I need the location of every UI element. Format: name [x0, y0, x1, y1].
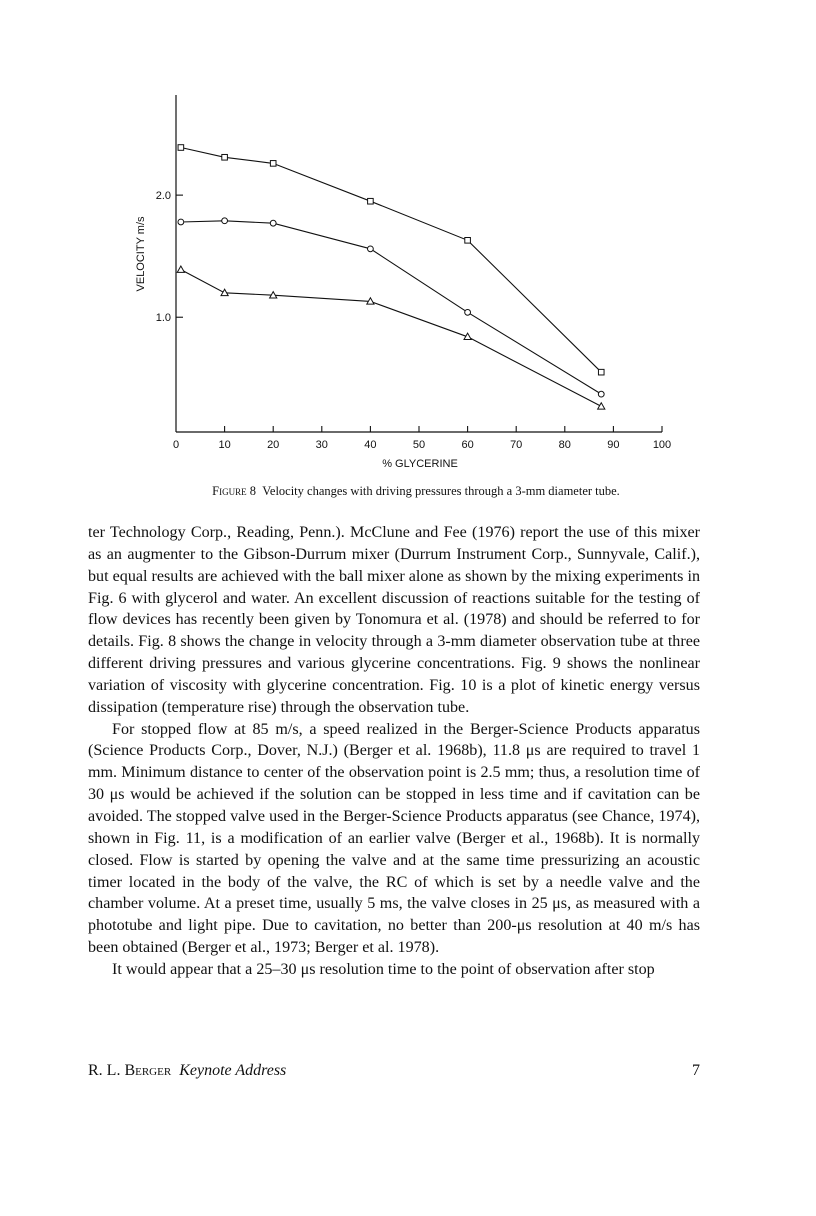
- y-tick-label: 2.0: [155, 190, 171, 203]
- figure-caption: [176, 484, 656, 499]
- series-line-triangle: [181, 270, 601, 407]
- paragraph-3: It would appear that a 25–30 μs resolution time to the point of observation after stop: [112, 960, 655, 978]
- data-point-square: [598, 369, 604, 375]
- x-tick-label: 20: [267, 439, 280, 451]
- figure-caption-text: Velocity changes with driving pressures through a 3-mm diameter tube.: [262, 484, 620, 498]
- data-point-triangle: [177, 266, 184, 272]
- page-number: 7: [692, 1062, 700, 1079]
- x-tick-label: 10: [218, 439, 231, 451]
- x-tick-label: 60: [461, 439, 474, 451]
- x-tick-label: 0: [172, 439, 180, 451]
- figure-label: Figure 8: [212, 484, 256, 498]
- series-triangle: [177, 266, 605, 409]
- paragraph-1: ter Technology Corp., Reading, Penn.). McClune and Fee (1976) report the use of this mixer as an augmenter to the Gibson-Durrum mixer (Durrum Instrument Corp., Sunnyvale, Calif.), but equal results are achieved with the ball mixer alone as shown by the mixing experiments in Fig. 6 with glycerol and water. An excellent discussion of reactions suitable for the testing of flow devices has recently been given by Tonomura et al. (1978) and should be referred to for details. Fig. 8 shows the change in velocity through a 3-mm diameter observation tube at three different driving pressures and various glycerine concentrations. Fig. 9 shows the nonlinear variation of viscosity with glycerine concentration. Fig. 10 is a plot of kinetic energy versus dissipation (temperature rise) through the observation tube.: [88, 524, 700, 716]
- data-point-circle: [178, 219, 184, 225]
- chart-ticks: [156, 190, 671, 451]
- x-tick-label: 40: [364, 439, 377, 451]
- x-tick-label: 90: [607, 439, 620, 451]
- series-line-circle: [181, 221, 601, 394]
- y-tick-label: 1.0: [155, 312, 171, 325]
- paragraph-2: For stopped flow at 85 m/s, a speed realized in the Berger-Science Products apparatus (Science Products Corp., Dover, N.J.) (Berger et al. 1968b), 11.8 μs are required to travel 1 mm. Minimum distance to center of the observation point is 2.5 mm; thus, a resolution time of 30 μs would be achieved if the solution can be stopped in less time and if cavitation can be avoided. The stopped valve used in the Berger-Science Products apparatus (see Chance, 1974), shown in Fig. 11, is a modification of an earlier valve (Berger et al., 1968b). It is normally closed. Flow is started by opening the valve and at the same time pressurizing an acoustic timer located in the body of the valve, the RC of which is set by a needle valve and the chamber volume. At a preset time, usually 5 ms, the valve closes in 25 μs, as measured with a phototube and light pipe. Due to cavitation, no better than 200-μs resolution at 40 m/s has been obtained (Berger et al., 1973; Berger et al. 1978).: [88, 720, 700, 957]
- page-footer: [88, 1062, 700, 1080]
- data-point-square: [178, 145, 184, 151]
- figure-8-chart: [0, 0, 816, 480]
- data-point-square: [222, 154, 228, 160]
- footer-author: R. L. Berger: [88, 1062, 172, 1079]
- x-tick-label: 80: [558, 439, 571, 451]
- footer-title: Keynote Address: [179, 1062, 287, 1079]
- x-tick-label: 30: [315, 439, 328, 451]
- data-point-circle: [222, 218, 228, 224]
- x-tick-label: 50: [412, 439, 426, 451]
- data-point-square: [368, 198, 374, 204]
- data-point-circle: [368, 246, 374, 252]
- x-axis-label: % GLYCERINE: [382, 458, 458, 470]
- series-line-square: [181, 148, 601, 373]
- data-point-square: [270, 161, 276, 167]
- series-circle: [178, 218, 604, 397]
- body-text: [88, 522, 700, 981]
- chart-series: [177, 145, 605, 409]
- data-point-square: [465, 238, 471, 244]
- data-point-circle: [270, 220, 276, 226]
- y-axis-label: VELOCITY m/s: [135, 216, 147, 292]
- x-tick-label: 100: [652, 439, 672, 451]
- x-tick-label: 70: [510, 439, 523, 451]
- data-point-circle: [598, 391, 604, 397]
- data-point-circle: [465, 309, 471, 315]
- data-point-triangle: [598, 403, 605, 409]
- chart-axes: [176, 95, 662, 432]
- series-square: [178, 145, 604, 375]
